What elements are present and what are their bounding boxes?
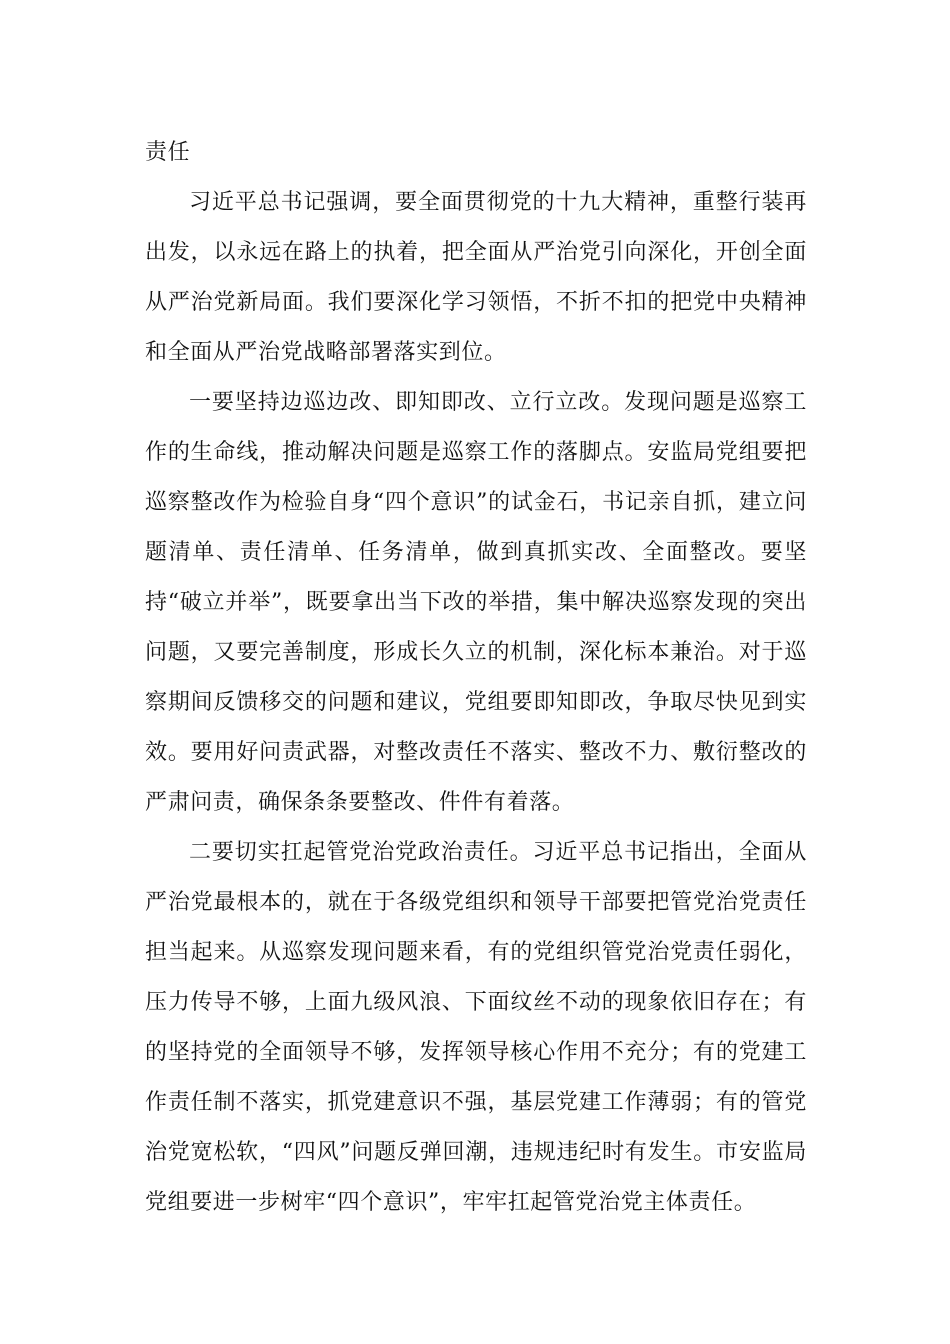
paragraph-4: 二要切实扛起管党治党政治责任。习近平总书记指出，全面从严治党最根本的，就在于各级党组织和领导干部要把管党治党责任担当起来。从巡察发现问题来看，有的党组织管党治党责任弱化，压力传导不够，上面九级风浪、下面纹丝不动的现象依旧存在；有的坚持党的全面领导不够，发挥领导核心作用不充分；有的党建工作责任制不落实，抓党建意识不强，基层党建工作薄弱；有的管党治党宽松软，“四风”问题反弹回潮，违规违纪时有发生。市安监局党组要进一步树牢“四个意识”，牢牢扛起管党治党主体责任。 [145,840,807,1215]
paragraph-1: 责任 [145,140,191,165]
paragraph-3: 一要坚持边巡边改、即知即改、立行立改。发现问题是巡察工作的生命线，推动解决问题是巡察工作的落脚点。安监局党组要把巡察整改作为检验自身“四个意识”的试金石，书记亲自抓，建立问题清单、责任清单、任务清单，做到真抓实改、全面整改。要坚持“破立并举”，既要拿出当下改的举措，集中解决巡察发现的突出问题，又要完善制度，形成长久立的机制，深化标本兼治。对于巡察期间反馈移交的问题和建议，党组要即知即改，争取尽快见到实效。要用好问责武器，对整改责任不落实、整改不力、敷衍整改的严肃问责，确保条条要整改、件件有着落。 [145,390,807,815]
document-body [145,128,807,1228]
paragraph-2: 习近平总书记强调，要全面贯彻党的十九大精神，重整行装再出发，以永远在路上的执着，把全面从严治党引向深化，开创全面从严治党新局面。我们要深化学习领悟，不折不扣的把党中央精神和全面从严治党战略部署落实到位。 [145,190,807,365]
